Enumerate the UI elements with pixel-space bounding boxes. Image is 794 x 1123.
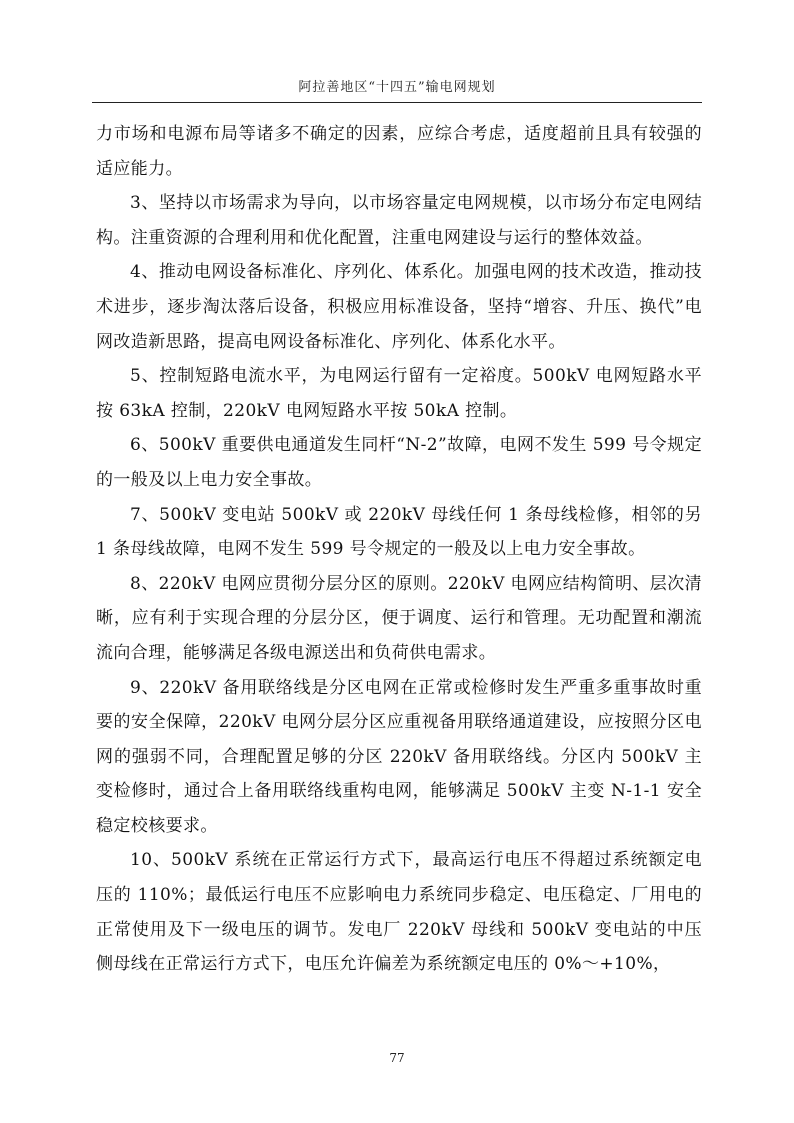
header-title: 阿拉善地区“十四五”输电网规划 xyxy=(298,80,496,95)
paragraph-item-8: 8、220kV 电网应贯彻分层分区的原则。220kV 电网应结构简明、层次清晰，应有利于实现合理的分层分区，便于调度、运行和管理。无功配置和潮流流向合理，能够满足各级电源送出和负荷供电需求。 xyxy=(96,573,702,663)
paragraph-item-4: 4、推动电网设备标准化、序列化、体系化。加强电网的技术改造，推动技术进步，逐步淘汰落后设备，积极应用标准设备，坚持“增容、升压、换代”电网改造新思路，提高电网设备标准化、序列化、体系化水平。 xyxy=(96,262,702,352)
body-text xyxy=(96,117,702,982)
paragraph-item-3: 3、坚持以市场需求为导向，以市场容量定电网规模，以市场分布定电网结构。注重资源的合理利用和优化配置，注重电网建设与运行的整体效益。 xyxy=(96,193,702,248)
paragraph-item-6: 6、500kV 重要供电通道发生同杆“N-2”故障，电网不发生 599 号令规定的一般及以上电力安全事故。 xyxy=(96,435,702,490)
page-number: 77 xyxy=(389,1051,405,1065)
paragraph-item-7: 7、500kV 变电站 500kV 或 220kV 母线任何 1 条母线检修，相邻的另 1 条母线故障，电网不发生 599 号令规定的一般及以上电力安全事故。 xyxy=(96,504,702,560)
paragraph-item-5: 5、控制短路电流水平，为电网运行留有一定裕度。500kV 电网短路水平按 63kA 控制，220kV 电网短路水平按 50kA 控制。 xyxy=(96,366,702,421)
paragraph-item-10: 10、500kV 系统在正常运行方式下，最高运行电压不得超过系统额定电压的 110%；最低运行电压不应影响电力系统同步稳定、电压稳定、厂用电的正常使用及下一级电压的调节。发电厂 220kV 母线和 500kV 变电站的中压侧母线在正常运行方式下，电压允许偏差为系统额定电压的 0%～+10%， xyxy=(96,850,702,975)
paragraph-continuation: 力市场和电源布局等诸多不确定的因素，应综合考虑，适度超前且具有较强的适应能力。 xyxy=(96,124,702,179)
paragraph-item-9: 9、220kV 备用联络线是分区电网在正常或检修时发生严重多重事故时重要的安全保障，220kV 电网分层分区应重视备用联络通道建设，应按照分区电网的强弱不同，合理配置足够的分区 220kV 备用联络线。分区内 500kV 主变检修时，通过合上备用联络线重构电网，能够满足 500kV 主变 N-1-1 安全稳定校核要求。 xyxy=(96,677,702,836)
running-header xyxy=(92,76,702,103)
